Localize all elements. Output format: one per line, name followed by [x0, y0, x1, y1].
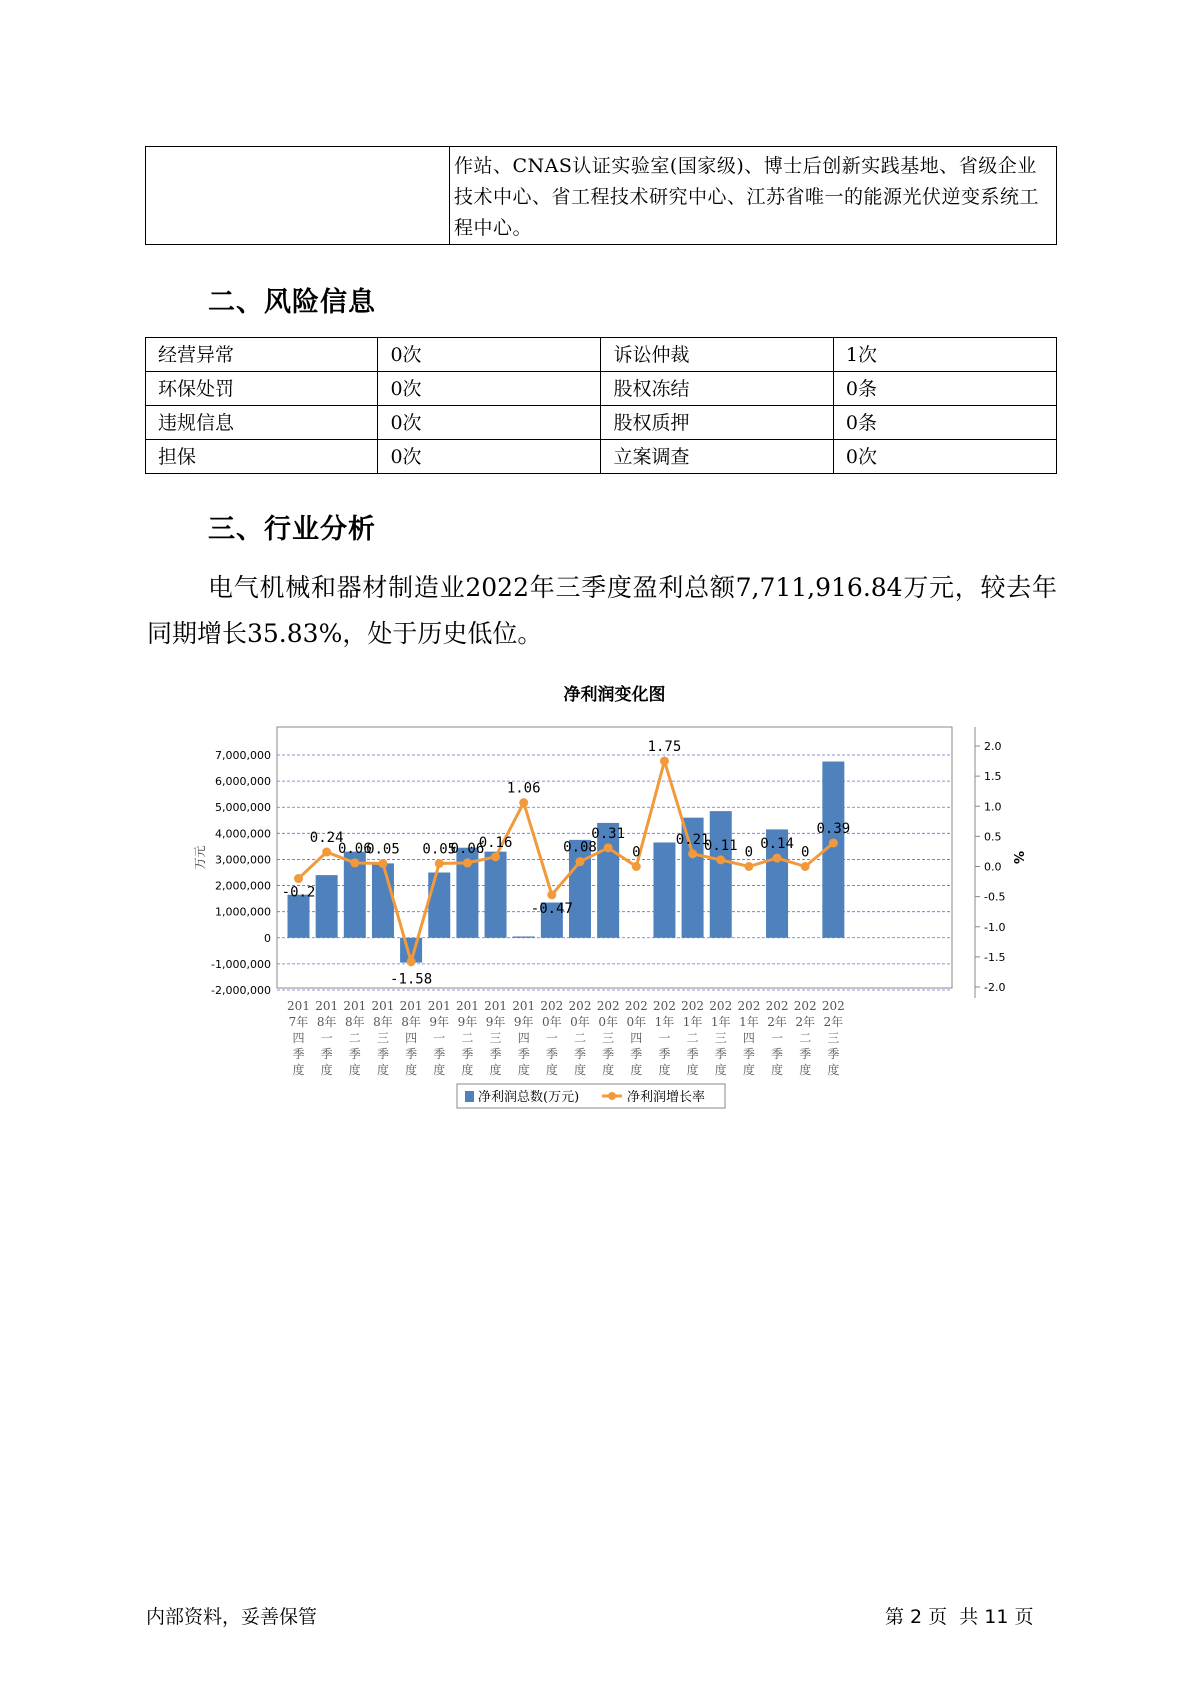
bar — [710, 811, 732, 938]
footer-page-number: 第 2 页 共 11 页 — [885, 1606, 1034, 1628]
x-tick-label: 二 — [348, 1031, 361, 1045]
growth-rate-point — [407, 957, 416, 966]
growth-rate-point — [801, 862, 810, 871]
x-tick-label: 度 — [827, 1063, 840, 1077]
x-tick-label: 202 — [624, 999, 648, 1013]
x-tick-label: 季 — [771, 1047, 784, 1061]
x-tick-label: 1年 — [654, 1015, 675, 1029]
x-tick-label: 201 — [512, 999, 536, 1013]
x-tick-label: 季 — [461, 1047, 474, 1061]
risk-label: 担保 — [146, 440, 378, 474]
legend-line-label: 净利润增长率 — [627, 1090, 706, 1105]
x-tick-label: 三 — [827, 1031, 840, 1045]
data-label: 0.11 — [703, 837, 738, 854]
x-tick-label: 季 — [714, 1047, 727, 1061]
y2-tick-label: 0.5 — [984, 830, 1002, 844]
risk-label: 环保处罚 — [146, 372, 378, 406]
growth-rate-point — [660, 757, 669, 766]
x-tick-label: 202 — [568, 999, 592, 1013]
x-tick-label: 季 — [658, 1047, 671, 1061]
y-tick-label: 2,000,000 — [215, 879, 271, 893]
bar — [316, 875, 338, 938]
x-tick-label: 9年 — [429, 1015, 450, 1029]
x-tick-label: 一 — [545, 1031, 558, 1045]
y2-tick-label: -1.5 — [984, 950, 1006, 964]
y-tick-label: 6,000,000 — [215, 775, 271, 789]
data-label: -0.47 — [530, 900, 573, 917]
y-tick-label: -2,000,000 — [211, 984, 271, 997]
x-tick-label: 202 — [737, 999, 761, 1013]
legend-bar-label: 净利润总数(万元) — [478, 1090, 580, 1105]
x-tick-label: 季 — [517, 1047, 530, 1061]
growth-rate-point — [378, 859, 387, 868]
bar — [372, 863, 394, 937]
bar — [513, 936, 535, 937]
risk-label: 诉讼仲裁 — [601, 338, 833, 372]
data-label: 0.14 — [760, 836, 794, 853]
x-tick-label: 201 — [427, 999, 451, 1013]
x-tick-label: 四 — [742, 1031, 755, 1045]
risk-label: 经营异常 — [146, 338, 378, 372]
y-tick-label: 4,000,000 — [215, 827, 271, 841]
risk-label: 立案调查 — [601, 440, 833, 474]
data-label: 0.06 — [337, 840, 372, 857]
x-tick-label: 季 — [348, 1047, 361, 1061]
x-tick-label: 度 — [376, 1063, 389, 1077]
x-tick-label: 201 — [371, 999, 395, 1013]
data-label: 0.39 — [816, 821, 851, 838]
data-label: 0.05 — [422, 841, 457, 858]
x-tick-label: 四 — [292, 1031, 305, 1045]
growth-rate-point — [294, 874, 303, 883]
x-tick-label: 季 — [545, 1047, 558, 1061]
x-tick-label: 一 — [771, 1031, 784, 1045]
bar — [485, 852, 507, 938]
risk-label: 股权冻结 — [601, 372, 833, 406]
x-tick-label: 二 — [573, 1031, 587, 1045]
x-tick-label: 0年 — [626, 1015, 647, 1029]
risk-value: 0次 — [378, 406, 601, 440]
x-tick-label: 2年 — [795, 1015, 816, 1029]
growth-rate-point — [519, 798, 528, 807]
data-label: 0 — [800, 844, 810, 861]
x-tick-label: 度 — [771, 1063, 784, 1077]
x-tick-label: 201 — [343, 999, 367, 1013]
growth-rate-point — [322, 848, 331, 857]
risk-value: 0条 — [833, 372, 1056, 406]
chart-title: 净利润变化图 — [563, 685, 666, 705]
data-label: 1.75 — [647, 739, 682, 756]
x-tick-label: 一 — [320, 1031, 333, 1045]
x-tick-label: 9年 — [485, 1015, 506, 1029]
y-tick-label: 1,000,000 — [215, 905, 271, 919]
x-tick-label: 四 — [405, 1031, 418, 1045]
x-tick-label: 7年 — [288, 1015, 309, 1029]
risk-row — [146, 406, 1057, 440]
data-label: -1.58 — [390, 971, 433, 988]
growth-rate-point — [547, 890, 556, 899]
y2-tick-label: 2.0 — [984, 740, 1002, 753]
x-tick-label: 三 — [602, 1031, 615, 1045]
x-tick-label: 二 — [799, 1031, 812, 1045]
risk-value: 1次 — [833, 338, 1056, 372]
x-tick-label: 202 — [681, 999, 705, 1013]
risk-value: 0条 — [833, 406, 1056, 440]
x-tick-label: 202 — [709, 999, 733, 1013]
x-tick-label: 季 — [573, 1047, 587, 1061]
y2-tick-label: 0.0 — [984, 860, 1002, 874]
x-tick-label: 8年 — [401, 1015, 421, 1029]
growth-rate-point — [463, 858, 472, 867]
growth-rate-point — [435, 859, 444, 868]
industry-paragraph: 电气机械和器材制造业2022年三季度盈利总额7,711,916.84万元，较去年同期增长35.83%，处于历史低位。 — [147, 573, 1057, 648]
x-tick-label: 三 — [489, 1031, 502, 1045]
x-tick-label: 二 — [461, 1031, 474, 1045]
y2-tick-label: 1.0 — [984, 800, 1002, 814]
x-tick-label: 8年 — [373, 1015, 393, 1029]
data-label: 0.16 — [478, 834, 513, 851]
y2-tick-label: -1.0 — [984, 920, 1006, 934]
x-tick-label: 9年 — [513, 1015, 534, 1029]
x-tick-label: 度 — [742, 1063, 755, 1077]
x-tick-label: 0年 — [598, 1015, 618, 1029]
y2-tick-label: 1.5 — [984, 770, 1002, 784]
x-tick-label: 季 — [742, 1047, 755, 1061]
x-tick-label: 201 — [315, 999, 339, 1013]
x-tick-label: 202 — [540, 999, 564, 1013]
x-tick-label: 度 — [799, 1063, 812, 1077]
x-tick-label: 二 — [686, 1031, 699, 1045]
y2-axis-label: % — [1010, 850, 1025, 865]
x-tick-label: 季 — [686, 1047, 699, 1061]
x-tick-label: 201 — [484, 999, 508, 1013]
growth-rate-point — [576, 857, 585, 866]
growth-rate-point — [744, 862, 753, 871]
growth-rate-point — [688, 849, 697, 858]
y2-tick-label: -2.0 — [984, 981, 1006, 994]
x-tick-label: 季 — [405, 1047, 418, 1061]
section-title-risk: 二、风险信息 — [208, 287, 376, 318]
x-tick-label: 8年 — [344, 1015, 365, 1029]
data-label: 1.06 — [506, 780, 541, 797]
bar — [428, 873, 450, 938]
data-label: 0 — [744, 844, 754, 861]
x-tick-label: 201 — [455, 999, 479, 1013]
risk-label: 违规信息 — [146, 406, 378, 440]
data-label: 0.21 — [675, 831, 710, 848]
bar — [653, 842, 675, 937]
x-tick-label: 度 — [489, 1063, 502, 1077]
x-tick-label: 季 — [489, 1047, 502, 1061]
x-tick-label: 8年 — [316, 1015, 337, 1029]
growth-rate-point — [491, 852, 500, 861]
x-tick-label: 202 — [793, 999, 817, 1013]
x-tick-label: 度 — [714, 1063, 727, 1077]
x-tick-label: 202 — [652, 999, 676, 1013]
risk-table — [145, 337, 1057, 474]
y-tick-label: 0 — [264, 931, 271, 945]
x-tick-label: 季 — [320, 1047, 333, 1061]
data-label: 0.31 — [591, 825, 626, 842]
x-tick-label: 四 — [630, 1031, 643, 1045]
x-tick-label: 度 — [686, 1063, 699, 1077]
x-tick-label: 0年 — [542, 1015, 562, 1029]
data-label: 0.06 — [450, 840, 485, 857]
growth-rate-point — [604, 843, 613, 852]
top-table — [145, 146, 1057, 245]
section-title-industry: 三、行业分析 — [208, 514, 376, 545]
x-tick-label: 2年 — [823, 1015, 844, 1029]
x-tick-label: 度 — [545, 1063, 558, 1077]
y2-tick-label: -0.5 — [984, 890, 1006, 904]
x-tick-label: 季 — [827, 1047, 840, 1061]
x-tick-label: 度 — [630, 1063, 643, 1077]
x-tick-label: 1年 — [739, 1015, 759, 1029]
x-tick-label: 度 — [658, 1063, 671, 1077]
y-tick-label: 5,000,000 — [215, 801, 271, 815]
data-label: -0.2 — [281, 884, 316, 901]
x-tick-label: 一 — [658, 1031, 671, 1045]
x-tick-label: 季 — [602, 1047, 615, 1061]
x-tick-label: 度 — [320, 1063, 333, 1077]
x-tick-label: 三 — [376, 1031, 389, 1045]
growth-rate-point — [773, 854, 782, 863]
footer-note: 内部资料，妥善保管 — [146, 1606, 318, 1628]
risk-row — [146, 338, 1057, 372]
x-tick-label: 四 — [517, 1031, 530, 1045]
x-tick-label: 201 — [399, 999, 423, 1013]
data-label: 0.24 — [309, 830, 344, 847]
risk-value: 0次 — [833, 440, 1056, 474]
x-tick-label: 季 — [799, 1047, 812, 1061]
x-tick-label: 1年 — [710, 1015, 731, 1029]
x-tick-label: 度 — [292, 1063, 305, 1077]
risk-value: 0次 — [378, 338, 601, 372]
y-tick-label: -1,000,000 — [211, 957, 271, 971]
x-tick-label: 度 — [602, 1063, 615, 1077]
data-label: 0 — [632, 844, 641, 861]
x-tick-label: 2年 — [767, 1015, 787, 1029]
x-tick-label: 0年 — [570, 1015, 590, 1029]
x-tick-label: 度 — [348, 1063, 361, 1077]
x-tick-label: 季 — [292, 1047, 305, 1061]
data-label: 0.05 — [366, 841, 400, 858]
x-tick-label: 度 — [517, 1063, 530, 1077]
legend-bar-swatch — [465, 1091, 474, 1102]
y-tick-label: 3,000,000 — [215, 853, 271, 867]
top-table-empty-cell — [146, 147, 450, 245]
risk-row — [146, 440, 1057, 474]
x-tick-label: 9年 — [457, 1015, 478, 1029]
x-tick-label: 一 — [433, 1031, 446, 1045]
x-tick-label: 季 — [630, 1047, 643, 1061]
legend-line-marker — [608, 1092, 616, 1100]
x-tick-label: 度 — [461, 1063, 474, 1077]
x-tick-label: 202 — [821, 999, 845, 1013]
x-tick-label: 度 — [573, 1063, 587, 1077]
risk-row — [146, 372, 1057, 406]
x-tick-label: 季 — [433, 1047, 446, 1061]
x-tick-label: 三 — [714, 1031, 727, 1045]
x-tick-label: 度 — [405, 1063, 418, 1077]
growth-rate-point — [829, 839, 838, 848]
y-axis-label: 万元 — [193, 845, 207, 870]
top-table-text-cell: 作站、CNAS认证实验室(国家级)、博士后创新实践基地、省级企业技术中心、省工程技术研究中心、江苏省唯一的能源光伏逆变系统工程中心。 — [450, 147, 1057, 245]
x-tick-label: 1年 — [682, 1015, 703, 1029]
growth-rate-point — [632, 862, 641, 871]
x-tick-label: 度 — [433, 1063, 446, 1077]
growth-rate-point — [350, 858, 359, 867]
growth-rate-point — [716, 855, 725, 864]
net-profit-chart — [190, 680, 1030, 1140]
x-tick-label: 202 — [596, 999, 620, 1013]
x-tick-label: 202 — [765, 999, 789, 1013]
x-tick-label: 季 — [376, 1047, 389, 1061]
data-label: 0.08 — [563, 839, 597, 856]
y-tick-label: 7,000,000 — [215, 749, 271, 762]
bar — [288, 895, 310, 938]
risk-value: 0次 — [378, 372, 601, 406]
risk-label: 股权质押 — [601, 406, 833, 440]
x-tick-label: 201 — [287, 999, 310, 1013]
risk-value: 0次 — [378, 440, 601, 474]
